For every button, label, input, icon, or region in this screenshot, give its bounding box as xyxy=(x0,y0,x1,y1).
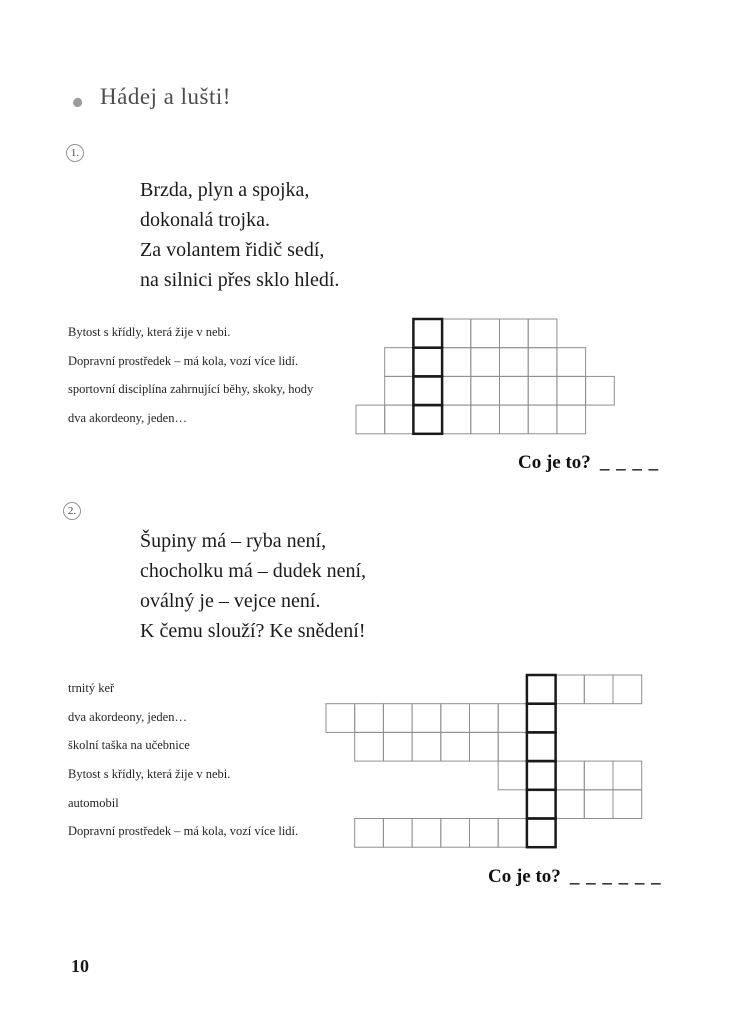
riddle-line: na silnici přes sklo hledí. xyxy=(140,269,340,291)
puzzle-1-clues xyxy=(68,318,313,433)
grid-cell[interactable] xyxy=(441,732,470,761)
grid-cell[interactable] xyxy=(499,376,528,405)
grid-cell[interactable] xyxy=(556,761,585,790)
grid-bold-cell[interactable] xyxy=(413,405,442,434)
puzzle-2-answer-blanks[interactable]: _ _ _ _ _ _ xyxy=(569,866,662,887)
grid-cell[interactable] xyxy=(528,319,557,348)
clue-line: trnitý keř xyxy=(68,680,115,695)
grid-cell[interactable] xyxy=(412,732,441,761)
puzzle-2-clues xyxy=(68,674,298,846)
grid-cell[interactable] xyxy=(412,703,441,732)
grid-cell[interactable] xyxy=(384,347,413,376)
grid-bold-cell[interactable] xyxy=(527,818,556,847)
grid-cell[interactable] xyxy=(355,732,384,761)
grid-cell[interactable] xyxy=(584,761,613,790)
grid-cell[interactable] xyxy=(585,376,614,405)
leaf-bullet-icon xyxy=(72,96,84,108)
grid-cell[interactable] xyxy=(470,732,499,761)
grid-cell[interactable] xyxy=(384,376,413,405)
grid-cell[interactable] xyxy=(499,347,528,376)
clue-line: automobil xyxy=(68,795,119,810)
riddle-line: chocholku má – dudek není, xyxy=(140,560,367,582)
puzzle-1-grid-svg xyxy=(353,316,617,437)
grid-cell[interactable] xyxy=(441,703,470,732)
puzzle-1-question: Co je to? xyxy=(518,452,591,473)
puzzle-1-number: 1. xyxy=(70,147,80,159)
grid-cell[interactable] xyxy=(528,347,557,376)
clue-line: Bytost s křídly, která žije v nebi. xyxy=(68,766,231,781)
puzzle-2-question: Co je to? xyxy=(488,866,561,887)
grid-cell[interactable] xyxy=(470,347,499,376)
clue-line: Dopravní prostředek – má kola, vozí více lidí. xyxy=(68,824,299,839)
grid-cell[interactable] xyxy=(556,376,585,405)
grid-cell[interactable] xyxy=(527,789,556,818)
riddle-line: Šupiny má – ryba není, xyxy=(140,530,327,552)
grid-cell[interactable] xyxy=(584,789,613,818)
grid-bold-cell[interactable] xyxy=(527,703,556,732)
grid-cell[interactable] xyxy=(527,703,556,732)
grid-cell[interactable] xyxy=(470,319,499,348)
grid-bold-cell[interactable] xyxy=(527,732,556,761)
grid-cell[interactable] xyxy=(442,405,471,434)
grid-bold-cell[interactable] xyxy=(527,761,556,790)
grid-bold-cell[interactable] xyxy=(413,376,442,405)
grid-cell[interactable] xyxy=(613,789,642,818)
grid-cell[interactable] xyxy=(556,347,585,376)
grid-cell[interactable] xyxy=(527,761,556,790)
grid-cell[interactable] xyxy=(384,405,413,434)
grid-cell[interactable] xyxy=(413,405,442,434)
grid-cell[interactable] xyxy=(356,405,385,434)
grid-cell[interactable] xyxy=(498,732,527,761)
grid-cell[interactable] xyxy=(442,319,471,348)
grid-cell[interactable] xyxy=(499,319,528,348)
grid-cell[interactable] xyxy=(499,405,528,434)
grid-cell[interactable] xyxy=(498,761,527,790)
riddle-line: Brzda, plyn a spojka, xyxy=(140,179,310,201)
grid-cell[interactable] xyxy=(441,818,470,847)
grid-cell[interactable] xyxy=(528,405,557,434)
grid-bold-cell[interactable] xyxy=(413,347,442,376)
grid-cell[interactable] xyxy=(498,818,527,847)
riddle-line: oválný je – vejce není. xyxy=(140,590,321,612)
puzzle-2-number: 2. xyxy=(67,505,77,517)
grid-cell[interactable] xyxy=(470,405,499,434)
riddle-line: Za volantem řidič sedí, xyxy=(140,239,325,261)
grid-cell[interactable] xyxy=(442,347,471,376)
grid-cell[interactable] xyxy=(413,347,442,376)
puzzle-1-riddle xyxy=(140,175,339,295)
puzzle-1-question-row xyxy=(518,452,659,474)
grid-cell[interactable] xyxy=(498,703,527,732)
grid-cell[interactable] xyxy=(556,789,585,818)
grid-cell[interactable] xyxy=(413,319,442,348)
grid-cell[interactable] xyxy=(413,376,442,405)
clue-line: Bytost s křídly, která žije v nebi. xyxy=(68,324,231,339)
grid-cell[interactable] xyxy=(527,732,556,761)
puzzle-2-grid-svg xyxy=(323,672,645,850)
puzzle-2-riddle xyxy=(140,526,366,646)
grid-cell[interactable] xyxy=(527,818,556,847)
grid-cell[interactable] xyxy=(412,818,441,847)
grid-cell[interactable] xyxy=(556,675,585,704)
grid-cell[interactable] xyxy=(355,818,384,847)
puzzle-1-crossword-grid[interactable] xyxy=(353,316,617,442)
puzzle-1-number-badge xyxy=(66,144,84,162)
grid-cell[interactable] xyxy=(556,405,585,434)
clue-line: dva akordeony, jeden… xyxy=(68,410,187,425)
grid-bold-cell[interactable] xyxy=(527,675,556,704)
page-number: 10 xyxy=(71,956,89,976)
grid-bold-cell[interactable] xyxy=(413,319,442,348)
grid-cell[interactable] xyxy=(584,675,613,704)
clue-line: dva akordeony, jeden… xyxy=(68,709,187,724)
grid-cell[interactable] xyxy=(527,675,556,704)
grid-cell[interactable] xyxy=(528,376,557,405)
puzzle-2-crossword-grid[interactable] xyxy=(323,672,645,855)
grid-cell[interactable] xyxy=(355,703,384,732)
grid-cell[interactable] xyxy=(613,675,642,704)
grid-bold-cell[interactable] xyxy=(527,789,556,818)
page-title: Hádej a lušti! xyxy=(100,84,231,109)
grid-cell[interactable] xyxy=(470,376,499,405)
grid-cell[interactable] xyxy=(442,376,471,405)
puzzle-1-answer-blanks[interactable]: _ _ _ _ xyxy=(599,452,660,473)
grid-cell[interactable] xyxy=(470,703,499,732)
riddle-line: K čemu slouží? Ke snědení! xyxy=(140,620,366,642)
clue-line: sportovní disciplína zahrnující běhy, skoky, hody xyxy=(68,382,314,397)
title-row xyxy=(73,84,231,110)
puzzle-2-number-badge xyxy=(63,502,81,520)
grid-cell[interactable] xyxy=(326,703,355,732)
grid-cell[interactable] xyxy=(383,818,412,847)
riddle-line: dokonalá trojka. xyxy=(140,209,270,231)
grid-cell[interactable] xyxy=(470,818,499,847)
grid-cell[interactable] xyxy=(383,732,412,761)
grid-cell[interactable] xyxy=(613,761,642,790)
puzzle-2-question-row xyxy=(488,866,662,888)
grid-cell[interactable] xyxy=(383,703,412,732)
clue-line: školní taška na učebnice xyxy=(68,738,190,753)
clue-line: Dopravní prostředek – má kola, vozí více lidí. xyxy=(68,353,299,368)
